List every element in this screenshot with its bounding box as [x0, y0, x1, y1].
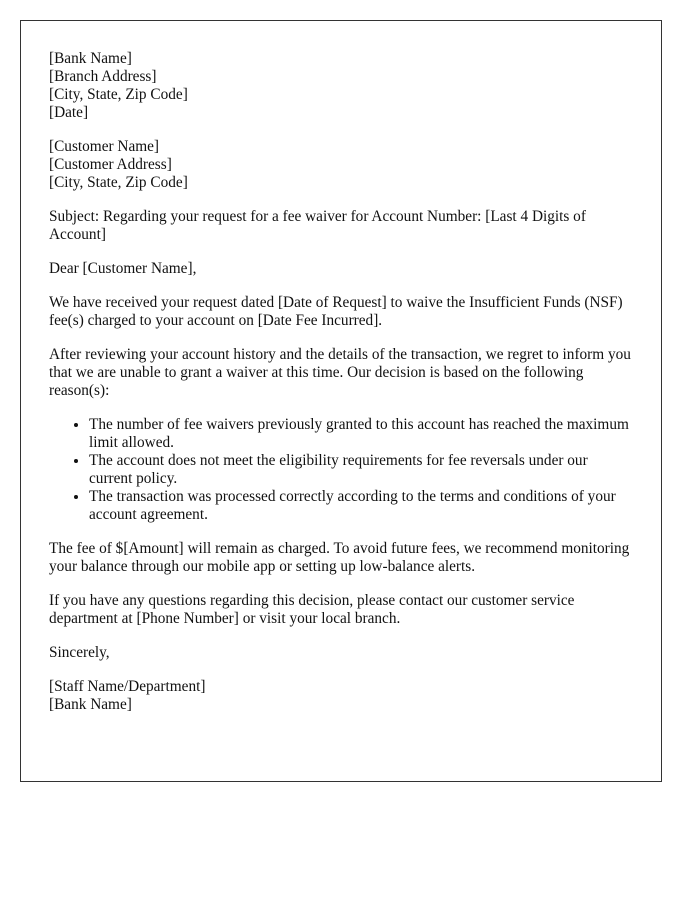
sender-city-state-zip: [City, State, Zip Code]	[49, 86, 188, 103]
recipient-address: [Customer Address]	[49, 156, 172, 173]
recipient-name: [Customer Name]	[49, 138, 160, 155]
sender-bank-name: [Bank Name]	[49, 50, 132, 67]
reasons-list	[49, 416, 633, 524]
body-paragraph-2: After reviewing your account history and the details of the transaction, we regret to inform you that we are unable to grant a waiver at this time. Our decision is based on the following reason(s):	[49, 346, 631, 399]
sender-address-block	[49, 50, 633, 122]
letter-date: [Date]	[49, 104, 89, 121]
body-paragraph-4: If you have any questions regarding this decision, please contact our customer service department at [Phone Number] or visit your local branch.	[49, 592, 575, 627]
signature-bank-name: [Bank Name]	[49, 696, 132, 713]
closing: Sincerely,	[49, 644, 110, 661]
signature-staff: [Staff Name/Department]	[49, 678, 206, 695]
sender-branch-address: [Branch Address]	[49, 68, 157, 85]
body-paragraph-3: The fee of $[Amount] will remain as charged. To avoid future fees, we recommend monitoring your balance through our mobile app or setting up low-balance alerts.	[49, 540, 630, 575]
subject-line: Subject: Regarding your request for a fee waiver for Account Number: [Last 4 Digits of Account]	[49, 208, 586, 243]
reason-item: • The number of fee waivers previously granted to this account has reached the maximum limit allowed.	[89, 416, 633, 452]
signature-block	[49, 678, 633, 714]
recipient-address-block	[49, 138, 633, 192]
letter-document	[20, 20, 662, 782]
reason-item: • The account does not meet the eligibility requirements for fee reversals under our current policy.	[89, 452, 633, 488]
reason-item: • The transaction was processed correctly according to the terms and conditions of your account agreement.	[89, 488, 633, 524]
recipient-city-state-zip: [City, State, Zip Code]	[49, 174, 188, 191]
body-paragraph-1: We have received your request dated [Date of Request] to waive the Insufficient Funds (NSF) fee(s) charged to your account on [Date Fee Incurred].	[49, 294, 623, 329]
salutation: Dear [Customer Name],	[49, 260, 197, 277]
